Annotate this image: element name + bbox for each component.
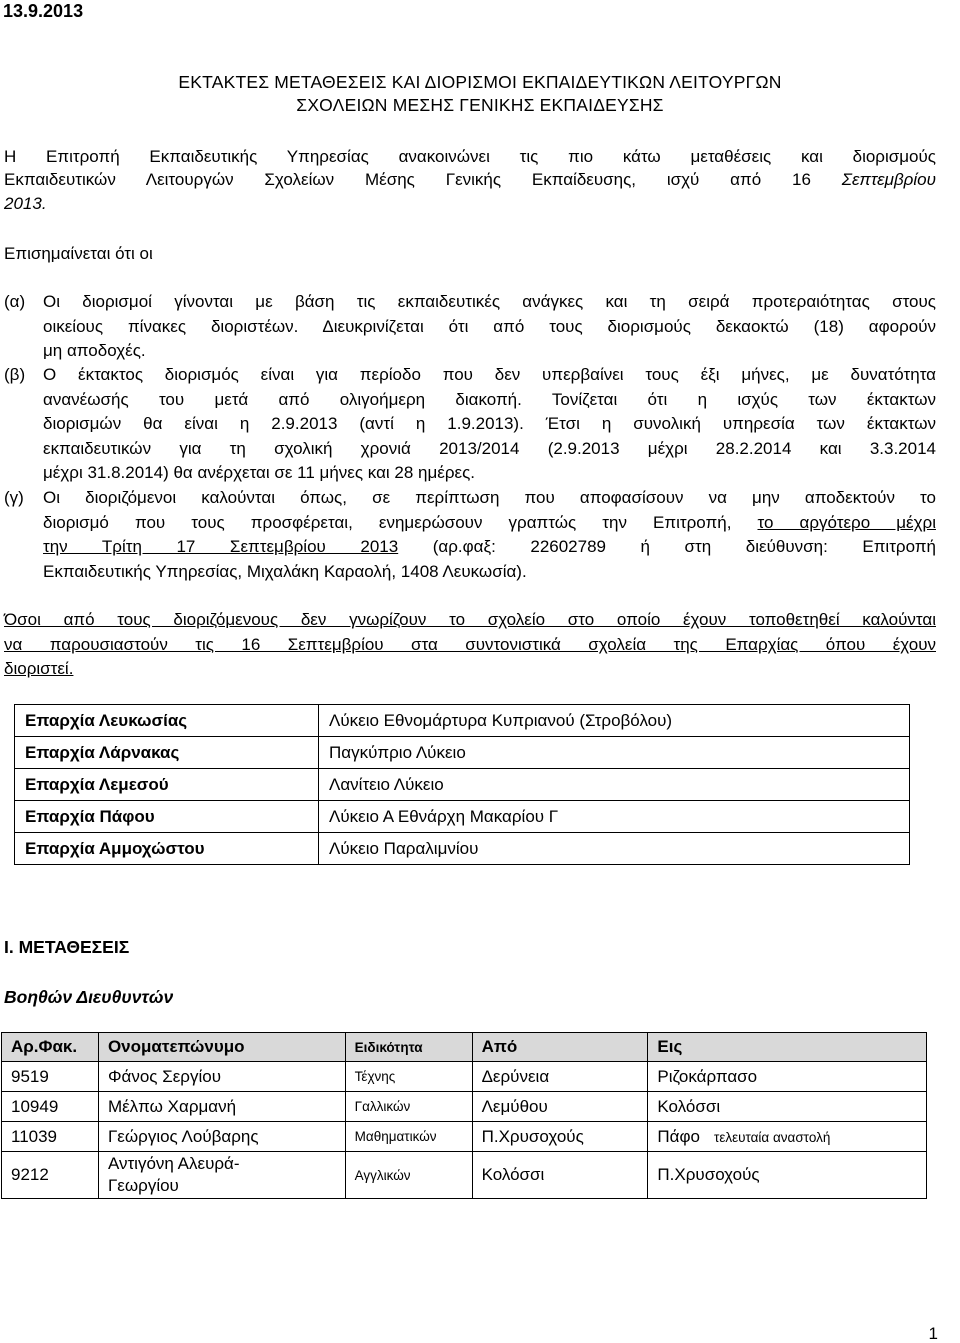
district-cell: Επαρχία Πάφου [15,801,319,833]
school-cell: Λύκειο Α Εθνάρχη Μακαρίου Γ [319,801,910,833]
from-cell: Κολόσσι [472,1152,648,1199]
school-cell: Λανίτειο Λύκειο [319,769,910,801]
table-row [2,1122,927,1152]
school-cell: Λύκειο Εθνομάρτυρα Κυπριανού (Στροβόλου) [319,705,910,737]
notice-line: Όσοι από τους διοριζόμενους δεν γνωρίζουν το σχολείο στο οποίο έχουν τοποθετηθεί καλούνται [4,610,936,629]
item-label: (γ) [4,488,24,507]
item-a [4,290,936,364]
item-c-contact: (αρ.φαξ: 22602789 ή στη διεύθυνση: Επιτροπή [398,537,936,556]
from-cell: Λεμύθου [472,1092,648,1122]
from-cell: Π.Χρυσοχούς [472,1122,648,1152]
column-header-specialty: Ειδικότητα [345,1033,472,1062]
item-a-line: Οι διορισμοί γίνονται με βάση τις εκπαιδευτικές ανάγκες και τη σειρά προτεραιότητας στους [43,292,936,311]
district-cell: Επαρχία Λεμεσού [15,769,319,801]
column-header-name: Ονοματεπώνυμο [98,1033,345,1062]
document-title-line-1: ΕΚΤΑΚΤΕΣ ΜΕΤΑΘΕΣΕΙΣ ΚΑΙ ΔΙΟΡΙΣΜΟΙ ΕΚΠΑΙΔΕΥΤΙΚΩΝ ΛΕΙΤΟΥΡΓΩΝ [178,72,782,92]
item-c [4,486,936,584]
item-b-line: Ο έκτακτος διορισμός είναι για περίοδο που δεν υπερβαίνει τους έξι μήνες, με δυνατότητα [43,365,936,384]
table-row [2,1152,927,1199]
table-row [15,801,910,833]
item-c-line [43,535,936,560]
item-b-line: ανανέωσής του μετά από ολιγοήμερη διακοπή. Τονίζεται ότι η ισχύς των έκτακτων [43,389,936,409]
district-cell: Επαρχία Λευκωσίας [15,705,319,737]
district-cell: Επαρχία Λάρνακας [15,737,319,769]
column-header-to: Εις [648,1033,927,1062]
school-cell: Λύκειο Παραλιμνίου [319,833,910,865]
deadline-date: την Τρίτη 17 Σεπτεμβρίου 2013 [43,537,399,556]
district-cell: Επαρχία Αμμοχώστου [15,833,319,865]
to-value: Πάφο [657,1126,700,1146]
file-number-cell: 10949 [2,1092,99,1122]
item-a-line: οικείους πίνακες διοριστέων. Διευκρινίζεται ότι από τους διορισμούς δεκαοκτώ (18) αφορούν [43,316,936,336]
column-header-file: Αρ.Φακ. [2,1033,99,1062]
notice-line: να παρουσιαστούν τις 16 Σεπτεμβρίου στα συντονιστικά σχολεία της Επαρχίας όπου έχουν [4,634,936,654]
table-row [15,705,910,737]
item-c-line: Οι διοριζόμενοι καλούνται όπως, σε περίπτωση που αποφασίσουν να μην αποδεκτούν το [43,488,936,507]
document-date: 13.9.2013 [3,1,84,21]
school-cell: Παγκύπριο Λύκειο [319,737,910,769]
document-title-line-2: ΣΧΟΛΕΙΩΝ ΜΕΣΗΣ ΓΕΝΙΚΗΣ ΕΚΠΑΙΔΕΥΣΗΣ [296,95,664,115]
to-cell: Ριζοκάρπασο [648,1062,927,1092]
table-header-row [2,1033,927,1062]
notice-line: διοριστεί. [4,659,74,678]
name-cell: Αντιγόνη Αλευρά-Γεωργίου [98,1152,345,1199]
transfers-table [1,1032,927,1199]
to-cell: Π.Χρυσοχούς [648,1152,927,1199]
file-number-cell: 9212 [2,1152,99,1199]
to-cell [648,1122,927,1152]
intro-line-2 [4,168,936,191]
item-label: (β) [4,365,26,384]
column-header-from: Από [472,1033,648,1062]
item-b-line: εκπαιδευτικών για τη σχολική χρονιά 2013/2014 (2.9.2013 μέχρι 28.2.2014 και 3.3.2014 [43,438,936,458]
coordinating-schools-notice [4,608,936,682]
specialty-cell: Αγγλικών [345,1152,472,1199]
item-label: (α) [4,292,26,311]
table-row [2,1092,927,1122]
file-number-cell: 11039 [2,1122,99,1152]
intro-line-2-text: Εκπαιδευτικών Λειτουργών Σχολείων Μέσης Γενικής Εκπαίδευσης, ισχύ από 16 [4,170,842,189]
item-c-line: Εκπαιδευτικής Υπηρεσίας, Μιχαλάκη Καραολή, 1408 Λευκωσία). [43,561,527,581]
deadline-emphasis: το αργότερο μέχρι [757,512,936,532]
item-b-line: μέχρι 31.8.2014) θα ανέρχεται σε 11 μήνες και 28 ημέρες. [43,463,476,482]
note-lead: Επισημαίνεται ότι οι [4,244,153,263]
item-c-line [43,511,936,536]
table-row [15,769,910,801]
specialty-cell: Τέχνης [345,1062,472,1092]
table-row [15,737,910,769]
intro-line-3: 2013. [4,194,47,213]
districts-table [14,704,910,865]
transfer-note: τελευταία αναστολή [713,1129,831,1145]
specialty-cell: Μαθηματικών [345,1122,472,1152]
item-b [4,363,936,486]
to-cell: Κολόσσι [648,1092,927,1122]
specialty-cell: Γαλλικών [345,1092,472,1122]
item-a-line: μη αποδοχές. [43,341,146,360]
name-cell: Μέλπω Χαρμανή [98,1092,345,1122]
file-number-cell: 9519 [2,1062,99,1092]
name-cell: Φάνος Σεργίου [98,1062,345,1092]
from-cell: Δερύνεια [472,1062,648,1092]
section-heading: Ι. ΜΕΤΑΘΕΣΕΙΣ [4,937,130,957]
table-row [15,833,910,865]
item-c-text: διορισμό που τους προσφέρεται, ενημερώσουν γραπτώς την Επιτροπή, [43,512,758,532]
table-row [2,1062,927,1092]
intro-effective-month: Σεπτεμβρίου [841,170,936,189]
name-cell: Γεώργιος Λούβαρης [98,1122,345,1152]
item-b-line: διορισμών θα είναι η 2.9.2013 (αντί η 1.9.2013). Έτσι η συνολική υπηρεσία των έκτακτων [43,414,936,433]
subsection-heading: Βοηθών Διευθυντών [4,987,174,1007]
intro-line-1: Η Επιτροπή Εκπαιδευτικής Υπηρεσίας ανακοινώνει τις πιο κάτω μεταθέσεις και διορισμούς [4,147,936,166]
page-number: 1 [928,1324,938,1343]
